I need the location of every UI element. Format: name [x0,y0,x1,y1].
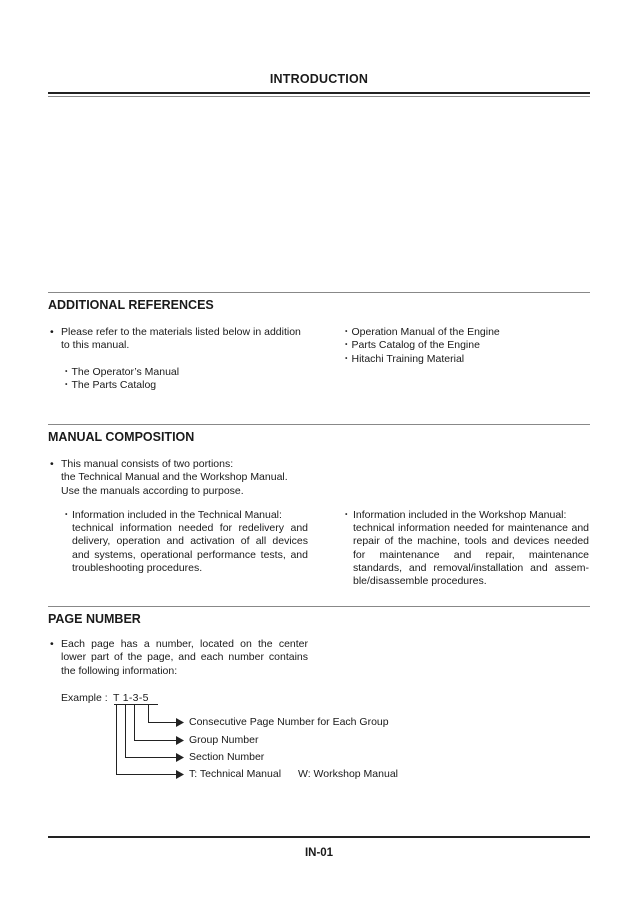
workshop-manual-body: technical information needed for maintenance and repair of the machine, tools and devices needed for maintenance and repair, maintenance standards, and removal/installation and assem-ble/disassemble procedures. [353,522,589,588]
page-number-intro: Each page has a number, located on the center lower part of the page, and each number contains the following information: [61,638,308,677]
connector-group [134,740,180,741]
technical-manual-title: Information included in the Technical Manual: [72,509,282,521]
header-rule-top [48,92,590,94]
example-label: Example : [61,692,108,704]
arrow-icon [176,718,186,727]
header-rule-bottom [48,96,590,97]
connector-section [125,757,180,758]
page-id: IN-01 [304,847,334,859]
section-divider [48,424,590,425]
additional-references-intro: Please refer to the materials listed below in addition to this manual. [61,326,301,352]
connector-section [125,705,126,757]
arrow-icon [176,770,186,779]
arrow-icon [176,753,186,762]
reference-list-right [341,326,591,366]
connector-manual-type [116,705,117,774]
connector-group [134,705,135,740]
list-marker: ・ [61,509,72,521]
list-marker: ・ [341,509,352,521]
example-code: T 1-3-5 [113,692,149,704]
list-item: ・Hitachi Training Material [341,352,465,365]
reference-list-left [61,366,311,393]
legend-workshop: W: Workshop Manual [298,768,398,780]
section-heading-page-number: PAGE NUMBER [48,612,141,626]
example-underline [114,704,158,705]
list-item: ・The Parts Catalog [61,379,157,392]
section-heading-additional-references: ADDITIONAL REFERENCES [48,298,214,312]
bullet-marker: • [50,638,54,650]
technical-manual-body: technical information needed for redelivery and delivery, operation and activation of all devices and systems, operational performance tests, and troubleshooting procedures. [72,522,308,574]
connector-manual-type [116,774,180,775]
list-item: ・Operation Manual of the Engine [341,326,500,338]
intro-line: Use the manuals according to purpose. [61,484,244,497]
section-divider [48,292,590,293]
section-heading-manual-composition: MANUAL COMPOSITION [48,430,195,444]
list-item: ・The Operator’s Manual [61,366,180,378]
intro-line: the Technical Manual and the Workshop Manual. [61,471,288,484]
legend-consecutive: Consecutive Page Number for Each Group [189,716,389,728]
manual-composition-intro [61,458,321,498]
arrow-icon [176,736,186,745]
bullet-marker: • [50,458,54,470]
workshop-manual-title: Information included in the Workshop Manual: [353,509,567,521]
legend-manual-type: T: Technical Manual [189,768,282,780]
list-item: ・Parts Catalog of the Engine [341,339,480,352]
connector-consecutive [148,705,149,722]
intro-line: This manual consists of two portions: [61,458,234,470]
footer-rule [48,836,590,838]
legend-section: Section Number [189,751,265,763]
legend-group: Group Number [189,734,259,746]
section-divider [48,606,590,607]
page-title: INTRODUCTION [269,72,369,86]
bullet-marker: • [50,326,54,338]
